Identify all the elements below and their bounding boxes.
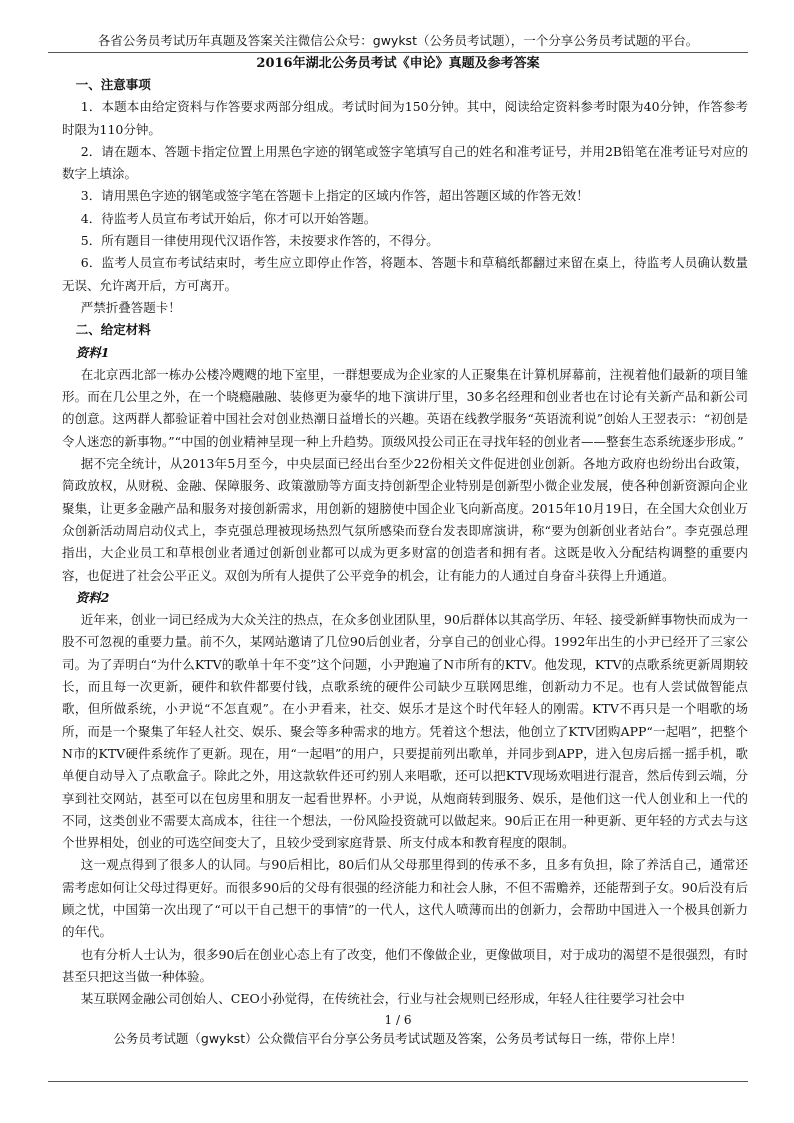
material-2-paragraph: 这一观点得到了很多人的认同。与90后相比，80后们从父母那里得到的传承不多，且多有负担，除了养活自己，通常还需考虑如何让父母过得更好。而很多90后的父母有很强的经济能力和社会人脉，不但不需赡养，还能帮到子女。90后没有后顾之忧，中国第一次出现了“可以干自己想干的事情”的一代人，这代人喷薄而出的创新力，会帮助中国进入一个极具创新力的年代。 bbox=[62, 857, 748, 940]
page-header: 各省公务员考试历年真题及答案关注微信公众号：gwykst（公务员考试题），一个分享公务员考试题的平台。 bbox=[48, 32, 748, 53]
material-2-heading: 资料2 bbox=[75, 589, 110, 605]
note-item-6: 6．监考人员宣布考试结束时，考生应立即停止作答，将题本、答题卡和草稿纸都翻过来留在桌上，待监考人员确认数量无误、允许离开后，方可离开。 bbox=[62, 255, 748, 293]
page-number: 1 / 6 bbox=[384, 1013, 412, 1027]
material-1-paragraph: 据不完全统计，从2013年5月至今，中央层面已经出台至少22份相关文件促进创业创新。各地方政府也纷纷出台政策，简政放权，从财税、金融、保障服务、政策激励等方面支持创新型企业特别是创新型小微企业发展，使各种创新资源向企业聚集，让更多金融产品和服务对接创新需求，用创新的翅膀使中国企业飞向新高度。2015年10月19日，在全国大众创业万众创新活动周启动仪式上，李克强总理被现场热烈气氛所感染而登台发表即席演讲，称“要为创新创业者站台”。李克强总理指出，大企业员工和草根创业者通过创新创业都可以成为更多财富的创造者和拥有者。这既是收入分配结构调整的重要内容，也促进了社会公平正义。双创为所有人提供了公平竞争的机会，让有能力的人通过自身奋斗获得上升通道。 bbox=[62, 456, 748, 583]
section-heading-notes: 一、注意事项 bbox=[75, 77, 151, 92]
material-2-paragraph: 近年来，创业一词已经成为大众关注的热点，在众多创业团队里，90后群体以其高学历、年轻、接受新鲜事物快而成为一股不可忽视的重要力量。前不久，某网站邀请了几位90后创业者，分享自己的创业心得。1992年出生的小尹已经开了三家公司。为了弄明白“为什么KTV的歌单十年不变”这个问题，小尹跑遍了N市所有的KTV。他发现，KTV的点歌系统更新周期较长，而且每一次更新，硬件和软件都要付钱，点歌系统的硬件公司缺少互联网思维，创新动力不足。也有人尝试做智能点歌，但所做系统，小尹说“不怎直观”。在小尹看来，社交、娱乐才是这个时代年轻人的刚需。KTV不再只是一个唱歌的场所，而是一个聚集了年轻人社交、娱乐、聚会等多种需求的地方。凭着这个想法，他创立了KTV团购APP“一起唱”，把整个N市的KTV硬件系统作了更新。现在，用“一起唱”的用户，只要提前列出歌单，并同步到APP，进入包房后摇一摇手机，歌单便自动导入了点歌盒子。除此之外，用这款软件还可约别人来唱歌，还可以把KTV现场欢唱进行混音，然后传到云端，分享到社交网站，甚至可以在包房里和朋友一起看世界杯。小尹说，从炮商转到服务、娱乐，是他们这一代人创业和上一代的不同，这类创业不需要太高成本，往往一个想法，一份风险投资就可以做起来。90后正在用一种更新、更年轻的方式去与这个世界相处，创业的可选空间变大了，且较少受到家庭背景、所支付成本和教育程度的限制。 bbox=[62, 612, 748, 851]
note-item-1: 1．本题本由给定资料与作答要求两部分组成。考试时间为150分钟。其中，阅读给定资料参考时限为40分钟，作答参考时限为110分钟。 bbox=[62, 99, 748, 137]
note-item-2: 2．请在题本、答题卡指定位置上用黑色字迹的钢笔或签字笔填写自己的姓名和准考证号，并用2B铅笔在准考证号对应的数字上填涂。 bbox=[62, 143, 748, 182]
strict-warning: 严禁折叠答题卡！ bbox=[80, 299, 181, 315]
page-footer: 公务员考试题（gwykst）公众微信平台分享公务员考试试题及答案，公务员考试每日一练，带你上岸！ bbox=[113, 1031, 683, 1046]
section-heading-materials: 二、给定材料 bbox=[75, 322, 151, 338]
material-2-paragraph: 也有分析人士认为，很多90后在创业心态上有了改变，他们不像做企业，更像做项目，对于成功的渴望不是很强烈，有时甚至只把这当做一种体验。 bbox=[62, 946, 748, 984]
document-title: 2016年湖北公务员考试《申论》真题及参考答案 bbox=[256, 56, 540, 71]
document-body bbox=[62, 74, 748, 1010]
material-1-heading: 资料1 bbox=[75, 344, 110, 360]
footer-divider bbox=[48, 1081, 748, 1082]
note-item-4: 4．待监考人员宣布考试开始后，你才可以开始答题。 bbox=[80, 210, 377, 226]
material-1-paragraph: 在北京西北部一栋办公楼冷飕飕的地下室里，一群想要成为企业家的人正聚集在计算机屏幕前，注视着他们最新的项目雏形。而在几公里之外，在一个晓瘾融融、装修更为豪华的地下演讲厅里，30多名经理和创业者也在讨论有关新产品和新公司的创意。这两群人都验证着中国社会对创业热潮日益增长的兴趣。英语在线教学服务“英语流利说”创始人王翌表示：“初创是令人迷恋的新事物。”“中国的创业精神呈现一种上升趋势。顶级风投公司正在寻找年轻的创业者——整套生态系统逐步形成。” bbox=[62, 366, 748, 449]
material-2-paragraph: 某互联网金融公司创始人、CEO小孙觉得，在传统社会，行业与社会规则已经形成，年轻人往往要学习社会中 bbox=[80, 991, 685, 1007]
note-item-5: 5．所有题目一律使用现代汉语作答，未按要求作答的，不得分。 bbox=[80, 233, 439, 249]
note-item-3: 3．请用黑色字迹的钢笔或签字笔在答题卡上指定的区域内作答，超出答题区域的作答无效！ bbox=[80, 188, 589, 204]
